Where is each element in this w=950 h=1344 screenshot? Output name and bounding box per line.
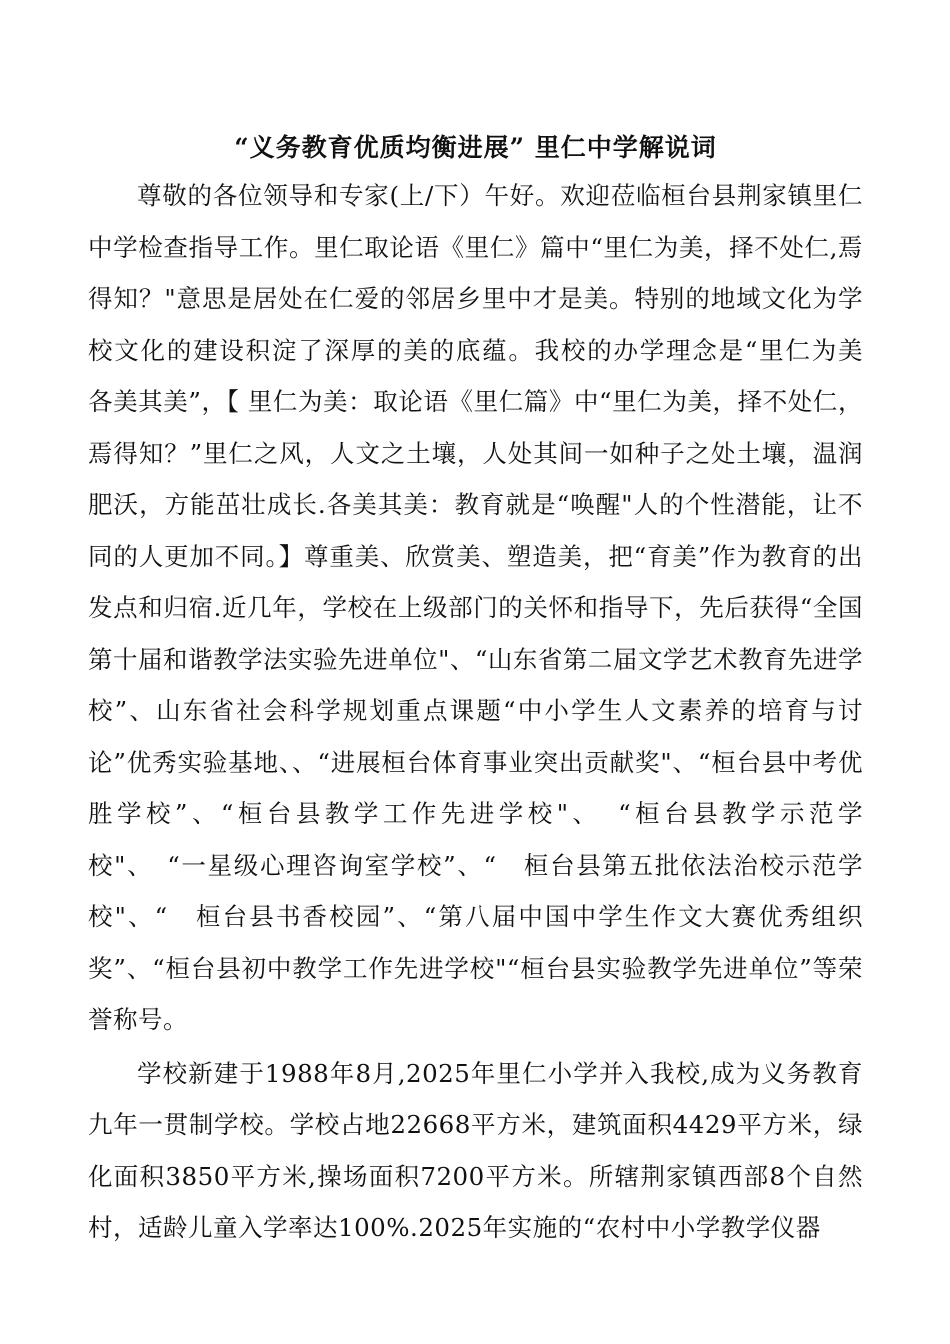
document-page [88, 128, 888, 1254]
paragraph-intro: 尊敬的各位领导和专家(上/下）午好。欢迎莅临桓台县荆家镇里仁中学检查指导工作。里仁取论语《里仁》篇中“里仁为美，择不处仁,焉得知？"意思是居处在仁爱的邻居乡里中才是美。特别的地域文化为学校文化的建设积淀了深厚的美的底蕴。我校的办学理念是“里仁为美 各美其美”，【 里仁为美：取论语《里仁篇》中“里仁为美，择不处仁，焉得知？”里仁之风，人文之土壤，人处其间一如种子之处土壤，温润肥沃，方能茁壮成长.各美其美：教育就是“唤醒"人的个性潜能，让不同的人更加不同。】尊重美、欣赏美、塑造美，把“育美”作为教育的出发点和归宿.近几年，学校在上级部门的关怀和指导下，先后获得“全国第十届和谐教学法实验先进单位"、“山东省第二届文学艺术教育先进学校”、山东省社会科学规划重点课题“中小学生人文素养的培育与讨论”优秀实验基地、、“进展桓台体育事业突出贡献奖"、“桓台县中考优胜学校”、“桓台县教学工作先进学校"、 “桓台县教学示范学校"、 “一星级心理咨询室学校”、“ 桓台县第五批依法治校示范学校"、“ 桓台县书香校园”、“第八届中国中学生作文大赛优秀组织奖”、“桓台县初中教学工作先进学校"“桓台县实验教学先进单位”等荣誉称号。 [88, 181, 888, 1034]
paragraph-history: 学校新建于1988年8月,2025年里仁小学并入我校,成为义务教育九年一贯制学校。学校占地22668平方米，建筑面积4429平方米，绿化面积3850平方米,操场面积7200平方米。所辖荆家镇西部8个自然村，适龄儿童入学率达100%.2025年实施的“农村中小学教学仪器 [88, 1058, 863, 1242]
document-title: “义务教育优质均衡进展” 里仁中学解说词 [234, 133, 717, 162]
